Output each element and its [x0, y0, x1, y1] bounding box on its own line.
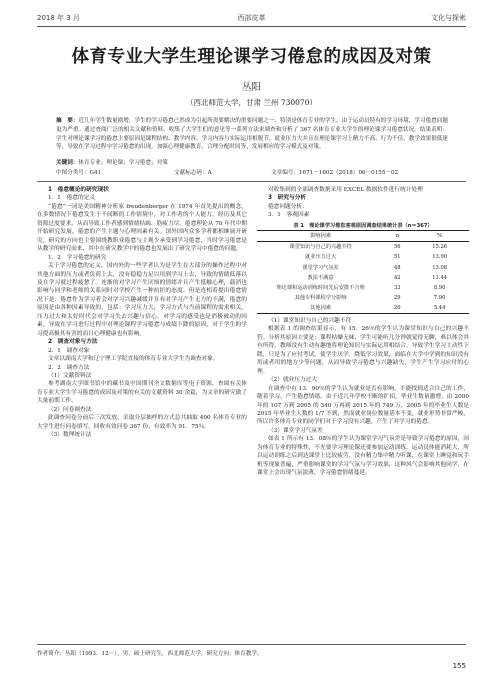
author-footnote: 作者简介：丛阳（1993．12－），男，硕士研究生，西北师范大学，研究方向：体育教学。 [37, 651, 263, 657]
method-heading: （3）数理统计法 [48, 432, 92, 439]
table-cell-percent: 13.90 [432, 254, 448, 261]
affiliation: （西北师范大学，甘肃 兰州 730070） [186, 98, 317, 107]
paragraph: 关于学习倦怠的定义，国内外的一些学者认为是学生在大部分的操作过程中对其他方面的压力或者负荷上太，没有稳稳力足以用到学习上去，导致的情绪低落以及在学习就过程疲惫了。连渐的对学习产生厌烦的情绪并且产生抵触心理，载消也影响与同学和老师的关系同时对学校产生一种抗拒的态度。但是连相着提出倦怠情况下是：倦怠作为学习者会对学习兴趣减缓并且有对学习产生无力的不满，倦怠的原因是由各种因素导致的，包括：学习压力大，学习方式与当前课程的需求相关，压力过大和太好时代会对学习失去兴趣与信心，对学习的感受也是消极被动的因素，导致在学习进行过程中对理论课程学习倦怠与成绩下降的原因，对于学生的学习提高极其有害的而且心理健康也有影响。 [37, 263, 247, 337]
table-cell-percent: 13.08 [432, 264, 448, 271]
table-header-percent: % [437, 233, 443, 240]
table-cell-factor: 就业压力过大 [305, 254, 337, 261]
factor-table [257, 230, 469, 314]
table-cell-factor: 课堂学习气氛差 [302, 264, 339, 271]
document-code: 文献标志码：A [174, 170, 212, 176]
section-heading: 1 倦怠概论的研究现状 [48, 187, 109, 193]
table-row [257, 242, 469, 253]
paragraph: “倦怠”一词是美国精神分析家 freudenberger 在 1974 年首先提出的概念，在多数情况下倦怠发生于不间断的工作情境中，对工作者的个人能力、经历及其它资源过度要求，从而导致工作者感到情绪枯竭、筋疲力尽。倦怠理论从 70 年代中期开始研究发展，倦怠的产生主题与心理因素有关。国外国内众多学者都相继展开研究，研究的方向也主要围绕教职业倦怠与主观少承受到学习倦怠，当时学习倦怠是从教学的研究而来，其中在研究教学中的倦怠也发展出了研究学习中倦怠的问题。 [37, 203, 247, 253]
table-cell-factor: 教法不满意 [307, 274, 334, 281]
factor-heading: （2）就业压力过大 [268, 377, 318, 384]
keywords [56, 158, 448, 166]
table-cell-n: 42 [393, 274, 401, 281]
header-section: 文化与探索 [431, 14, 466, 22]
abstract [56, 117, 448, 152]
table-cell-percent: 7.90 [433, 294, 446, 301]
paragraph: 对收集到的全部调查数据采用 EXCEL 数据软件进行统计处理 [268, 187, 423, 193]
page-number: 155 [452, 662, 466, 670]
table-cell-n: 33 [393, 284, 401, 291]
table-cell-percent: 8.90 [433, 284, 446, 291]
clc-number: 中图分类号：G41 [56, 170, 102, 176]
subsection-heading: 2．1 调查对象 [48, 347, 90, 354]
author-name: 丛阳 [241, 82, 261, 93]
running-header [37, 13, 466, 25]
factor-heading: （1）课堂知识与自己的兴趣不符 [268, 318, 352, 325]
factor-heading: （3）课堂学习气氛差 [268, 427, 323, 434]
table-header-n: n [395, 233, 399, 240]
table-cell-factor: 其他专科课程学分影响 [294, 294, 347, 301]
method-heading: （2）问卷调查法 [48, 406, 92, 413]
table-row [257, 303, 469, 314]
table-body [257, 242, 469, 314]
header-date: 2018 年 3 月 [37, 14, 80, 22]
subsection-heading: 1．1 倦怠的定义 [48, 195, 96, 202]
table-row [257, 283, 469, 293]
paragraph: 如表 1 所示有 13．08％的学生认为课堂学习气氛差是导致学习倦怠的原因，因为体育专业的特殊性，不光要学习理论课还要参加运动训练，运动员体能消耗大，所以运动训练之后到达课堂上比较疲劳，没有精力集中精力听课，在课堂上睡觉和玩手机等现象普遍，严重影响课堂的学习气氛与学习效果，这种风气会影响其他同学，在课堂上会出现气氛淡薄，学习倦怠情绪蔓延。 [257, 436, 469, 477]
table-cell-n: 51 [393, 254, 401, 261]
paragraph: 参考湖南大学图书馆中的藏书及中国期刊全文数据库等电子资源，查阅有关体育专业大学生学习倦怠的成因及对策的有关的文献资料 30 余篇，为文章的研究做了大量前期工作。 [37, 381, 247, 405]
table-cell-percent: 11.44 [432, 274, 448, 281]
abstract-text: 近几年学生数量剧增，学生的学习倦怠已然成为引起所需要解决的重要问题之一，特别是体育专业的学生，由于运动员特有的学习环境，学习倦怠问题更为严重。通过查阅广泛的相关文献和资料，收集了大学生们的意见等一系列方法来调查和分析了 367 名体育专业大学生的理论课学习倦怠状况。结果表明：学生对理论课学习的倦怠主要原因是课程结构、教学内容、学习内容与实际运用相脱节，就业压力大并且在理论课学习上精力不高、行为不佳，教学效果很低迷等，导致在学习过程中学习倦怠的出现，加强心理健康教育、合理分配时间等，发展相应的学习模式及对策。 [56, 118, 448, 151]
paragraph: 在调查中有 13．90％的学生认为就业是否有影响，不能找到适合自己的工作，随着学习，产生倦怠情绪。由于近几年学校不断的扩招，毕业生数量激增。由 2000 年的 107 万到 2005 的 340 万再到 2015 年的 749 万，2005 年的毕业生人数是 2015 年毕业生人数的 1/7 不到，然而就业岗位数量基本不变，就业形势非常严峻，所以许多体育专业的同学们对于学习没有兴趣，产生了对学习的倦怠。 [257, 385, 469, 426]
table-header-factor: 影响因素 [310, 233, 331, 240]
right-column [257, 186, 469, 478]
subsection-heading: 2．2 调查方法 [48, 364, 90, 371]
table-cell-percent: 5.44 [433, 304, 446, 311]
table-cell-n: 48 [393, 264, 401, 271]
table-cell-n: 20 [393, 304, 401, 311]
subsection-heading: 3．1 客观因素 [268, 212, 310, 219]
abstract-rule [37, 181, 466, 182]
table-cell-factor: 课堂知识与自己的兴趣不符 [289, 244, 352, 251]
paragraph: 文章以湖南大学和辽宁理工学院直接的体育专业大学生为调查对象。 [48, 356, 219, 363]
subsection-heading: 1．2 学习倦怠的研究 [48, 254, 107, 261]
table-caption: 表 1 理论课学习倦怠客观原因调查结果统计表（n＝367） [293, 222, 433, 229]
section-heading: 3 研究与分析 [268, 195, 307, 202]
header-rule [37, 26, 466, 27]
method-heading: （1）文献资料法 [48, 372, 92, 379]
header-journal: 西部皮革 [237, 14, 266, 22]
subsection-heading: 倦怠问题分析： [268, 203, 308, 210]
keywords-text: 体育专业；理论课；学习倦怠；对策 [78, 160, 168, 166]
footnote-rule [37, 644, 466, 645]
table-1 [257, 222, 469, 314]
table-row [257, 252, 469, 262]
paper-title: 体育专业大学生理论课学习倦怠的成因及对策 [71, 47, 432, 67]
table-row [257, 293, 469, 303]
paragraph: 根据表 1 的调查结果显示，有 15．26％的学生认为课堂知识与自己的兴趣不符。分析其原因主要是：课程枯燥无味，学生可能听几分钟就觉得无聊，难以体会其有所得，教师没有生动有趣地将理论知识与实际运用相结合，导致学生学习主动性下降，只是为了应付考试，使学生厌学，降低学习效果，面临在大学中学到的知识没有用或者用的地方少等问题，从而导致学习倦怠与兴趣缺失，学生产生学习应付的心理。 [257, 326, 469, 375]
keywords-label: 关键词： [56, 160, 79, 166]
abstract-label: 摘 要： [56, 118, 79, 124]
table-row [257, 273, 469, 283]
table-header-row [257, 231, 469, 242]
table-cell-n: 29 [393, 294, 401, 301]
left-column [37, 186, 247, 440]
table-cell-n: 56 [393, 244, 401, 251]
section-heading: 2 调查对象与方法 [48, 339, 98, 346]
table-cell-factor: 其他因素 [310, 304, 331, 311]
paragraph: 此调查问卷分前后三次发放，采取分层抽样的方式总共抽取 400 名体育专业的大学生进行问卷填写，回收有效问卷 367 份，有效率为 91．75％。 [37, 415, 247, 430]
article-number: 文章编号：1671－1602（2018）06－0155－02 [271, 170, 399, 176]
table-cell-percent: 15.26 [432, 244, 448, 251]
table-cell-factor: 理论课和运动训练时间先后安排不合理 [276, 284, 365, 291]
table-row [257, 263, 469, 273]
